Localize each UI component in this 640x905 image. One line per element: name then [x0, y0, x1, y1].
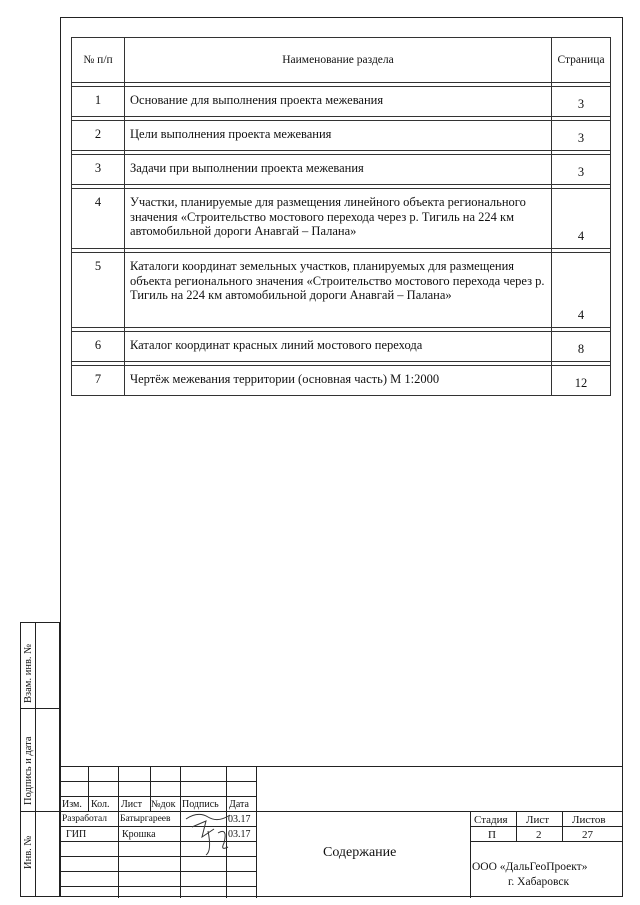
row-page: 3: [552, 87, 611, 117]
row-title: Каталог координат красных линий мостового перехода: [125, 332, 552, 362]
col-podpis: Подпись: [182, 799, 219, 810]
contents-table: [71, 37, 611, 396]
inv-num-label: Инв. №: [23, 835, 34, 869]
row-title: Цели выполнения проекта межевания: [125, 121, 552, 151]
table-row: [72, 253, 611, 328]
row-num: 2: [72, 121, 125, 151]
col-data: Дата: [229, 799, 249, 810]
organization-name: ООО «ДальГеоПроект»: [472, 861, 588, 873]
row-page: 12: [552, 366, 611, 396]
row-num: 5: [72, 253, 125, 328]
table-row: [72, 121, 611, 151]
header-page: Страница: [552, 38, 611, 83]
row-page: 3: [552, 155, 611, 185]
row-title: Чертёж межевания территории (основная часть) М 1:2000: [125, 366, 552, 396]
date-developer: 03.17: [228, 814, 251, 825]
name-developer: Батыргареев: [120, 814, 171, 824]
stage-header: Стадия: [474, 814, 508, 826]
stage-value: П: [488, 829, 496, 841]
table-header-row: [72, 38, 611, 83]
col-list: Лист: [121, 799, 142, 810]
row-num: 3: [72, 155, 125, 185]
name-gip: Крошка: [122, 829, 156, 840]
table-row: [72, 155, 611, 185]
row-num: 4: [72, 189, 125, 249]
title-block: [60, 766, 623, 898]
header-title: Наименование раздела: [125, 38, 552, 83]
signature-date-label: Подпись и дата: [23, 736, 34, 805]
sheets-value: 27: [582, 829, 593, 841]
col-kol: Кол.: [91, 799, 110, 810]
handwritten-signature: [178, 807, 238, 857]
row-page: 4: [552, 253, 611, 328]
row-num: 6: [72, 332, 125, 362]
vzam-inv-label: Взам. инв. №: [23, 643, 34, 703]
table-row: [72, 366, 611, 396]
col-izm: Изм.: [62, 799, 82, 810]
row-title: Каталоги координат земельных участков, планируемых для размещения объекта регионального значения «Строительство мостового перехода через р. Тигиль на 224 км автомобильной дороги Анавгай – Палана»: [125, 253, 552, 328]
row-title: Основание для выполнения проекта межевания: [125, 87, 552, 117]
role-developer: Разработал: [62, 814, 107, 824]
table-row: [72, 189, 611, 249]
row-page: 4: [552, 189, 611, 249]
col-ndok: №док: [151, 799, 176, 810]
sheet-value: 2: [536, 829, 542, 841]
row-page: 3: [552, 121, 611, 151]
table-row: [72, 332, 611, 362]
sheets-header: Листов: [572, 814, 606, 826]
side-stamp: [20, 622, 60, 897]
row-title: Участки, планируемые для размещения линейного объекта регионального значения «Строительство мостового перехода через р. Тигиль на 224 км автомобильной дороги Анавгай – Палана»: [125, 189, 552, 249]
role-gip: ГИП: [66, 829, 87, 840]
organization-city: г. Хабаровск: [508, 876, 570, 888]
row-title: Задачи при выполнении проекта межевания: [125, 155, 552, 185]
date-gip: 03.17: [228, 829, 251, 840]
row-num: 7: [72, 366, 125, 396]
document-title: Содержание: [323, 845, 397, 860]
sheet-header: Лист: [526, 814, 550, 826]
row-num: 1: [72, 87, 125, 117]
header-num: № п/п: [72, 38, 125, 83]
table-row: [72, 87, 611, 117]
row-page: 8: [552, 332, 611, 362]
